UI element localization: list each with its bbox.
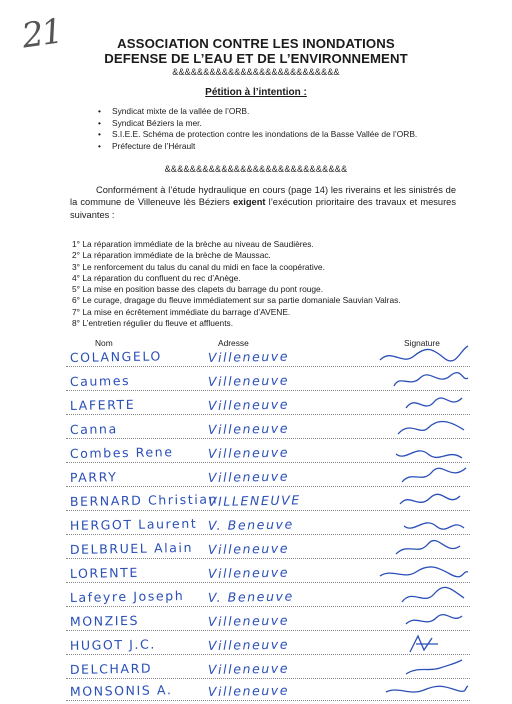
signer-address: Villeneuve bbox=[207, 420, 290, 437]
signer-address: Villeneuve bbox=[207, 660, 290, 677]
signature-mark bbox=[366, 536, 470, 560]
signer-address: V. Beneuve bbox=[207, 588, 294, 605]
signature-mark bbox=[366, 440, 470, 464]
signature-row bbox=[66, 610, 470, 634]
signature-row bbox=[66, 490, 470, 514]
signature-row bbox=[66, 634, 470, 658]
recipient-item: • Syndicat Béziers la mer. bbox=[98, 118, 417, 130]
demand-keyword: exigent bbox=[232, 197, 266, 208]
signer-address: Villeneuve bbox=[207, 540, 290, 557]
signature-mark bbox=[366, 416, 470, 440]
signer-name: PARRY bbox=[69, 469, 118, 485]
works-item: 2° La réparation immédiate de la brèche de Maussac. bbox=[72, 250, 271, 261]
column-header-address: Adresse bbox=[218, 338, 249, 348]
signer-name: Combes Rene bbox=[69, 444, 174, 461]
signature-mark bbox=[366, 512, 470, 536]
recipient-list bbox=[98, 106, 417, 152]
signature-mark bbox=[366, 632, 470, 656]
signer-address: Villeneuve bbox=[207, 564, 290, 581]
signer-address: V. Beneuve bbox=[207, 516, 294, 533]
signer-name: Canna bbox=[69, 421, 118, 437]
works-item: 5° La mise en position basse des clapets du barrage du pont rouge. bbox=[72, 284, 324, 295]
signer-address: Villeneuve bbox=[207, 444, 290, 461]
recipient-item: • Préfecture de l’Hérault bbox=[98, 141, 417, 153]
signature-mark bbox=[366, 392, 470, 416]
association-title: ASSOCIATION CONTRE LES INONDATIONS bbox=[117, 36, 395, 51]
section-separator: &&&&&&&&&&&&&&&&&&&&&&&&&&&&& bbox=[164, 164, 348, 174]
signer-name: LAFERTE bbox=[69, 396, 136, 413]
association-subtitle: DEFENSE DE L’EAU ET DE L’ENVIRONNEMENT bbox=[104, 51, 408, 66]
signature-mark bbox=[366, 608, 470, 632]
signature-row bbox=[66, 562, 470, 586]
petition-paragraph: Conformément à l’étude hydraulique en cours (page 14) les riverains et les sinistrés de la commune de Villeneuve lès Béziers exigent l’exécution prioritaire des travaux et mesures suivantes : bbox=[70, 185, 456, 220]
signature-mark bbox=[366, 488, 470, 512]
signature-row bbox=[66, 538, 470, 562]
signature-row bbox=[66, 466, 470, 490]
signer-address: Villeneuve bbox=[207, 372, 290, 389]
signer-name: DELCHARD bbox=[69, 660, 153, 677]
signature-mark bbox=[366, 656, 470, 680]
signature-row bbox=[66, 586, 470, 610]
signer-name: LORENTE bbox=[69, 564, 140, 581]
signer-address: Villeneuve bbox=[207, 396, 290, 413]
works-list bbox=[72, 239, 401, 329]
signer-address: Villeneuve bbox=[207, 682, 290, 699]
signer-name: MONSONIS A. bbox=[69, 682, 173, 699]
signature-mark bbox=[366, 584, 470, 608]
signer-name: MONZIES bbox=[69, 612, 140, 629]
signer-name: HUGOT J.C. bbox=[69, 636, 157, 653]
signer-name: COLANGELO bbox=[69, 348, 163, 365]
signature-mark bbox=[366, 560, 470, 584]
signer-address: VILLENEUVE bbox=[207, 492, 301, 509]
signer-name: DELBRUEL Alain bbox=[69, 539, 194, 557]
column-header-name: Nom bbox=[95, 338, 113, 348]
signature-mark bbox=[366, 678, 470, 702]
signature-row bbox=[66, 370, 470, 394]
handwritten-page-number: 21 bbox=[19, 11, 64, 57]
signer-name: HERGOT Laurent bbox=[69, 515, 198, 533]
signature-row bbox=[66, 514, 470, 538]
signer-address: Villeneuve bbox=[207, 636, 290, 653]
signer-address: Villeneuve bbox=[207, 612, 290, 629]
column-header-signature: Signature bbox=[404, 338, 440, 348]
signature-row bbox=[66, 394, 470, 418]
signer-address: Villeneuve bbox=[207, 348, 290, 365]
signature-row bbox=[66, 346, 470, 370]
signer-name: Caumes bbox=[69, 372, 131, 389]
recipient-item: • Syndicat mixte de la vallée de l’ORB. bbox=[98, 106, 417, 118]
signature-row bbox=[66, 418, 470, 442]
works-item: 7° La mise en écrêtement immédiate du barrage d’AVENE. bbox=[72, 306, 291, 317]
works-item: 3° Le renforcement du talus du canal du midi en face la coopérative. bbox=[72, 261, 325, 272]
signature-mark bbox=[366, 464, 470, 488]
signer-name: BERNARD Christian bbox=[69, 491, 219, 509]
works-item: 1° La réparation immédiate de la brèche au niveau de Saudières. bbox=[72, 239, 314, 249]
signature-row bbox=[66, 442, 470, 466]
signature-mark bbox=[366, 368, 470, 392]
header-separator: &&&&&&&&&&&&&&&&&&&&&&&&&&& bbox=[172, 67, 340, 77]
recipient-item: • S.I.E.E. Schéma de protection contre les inondations de la Basse Vallée de l’ORB. bbox=[98, 129, 417, 141]
signature-mark bbox=[366, 344, 470, 368]
signature-row bbox=[66, 680, 470, 704]
petition-heading: Pétition à l’intention : bbox=[205, 87, 307, 98]
works-item: 4° La réparation du confluent du rec d’Anège. bbox=[72, 272, 241, 283]
works-item: 8° L’entretien régulier du fleuve et affluents. bbox=[72, 318, 234, 329]
signer-name: Lafeyre Joseph bbox=[69, 588, 185, 605]
signer-address: Villeneuve bbox=[207, 468, 290, 485]
works-item: 6° Le curage, dragage du fleuve immédiatement sur sa partie domaniale Sauvian Valras. bbox=[72, 295, 401, 306]
